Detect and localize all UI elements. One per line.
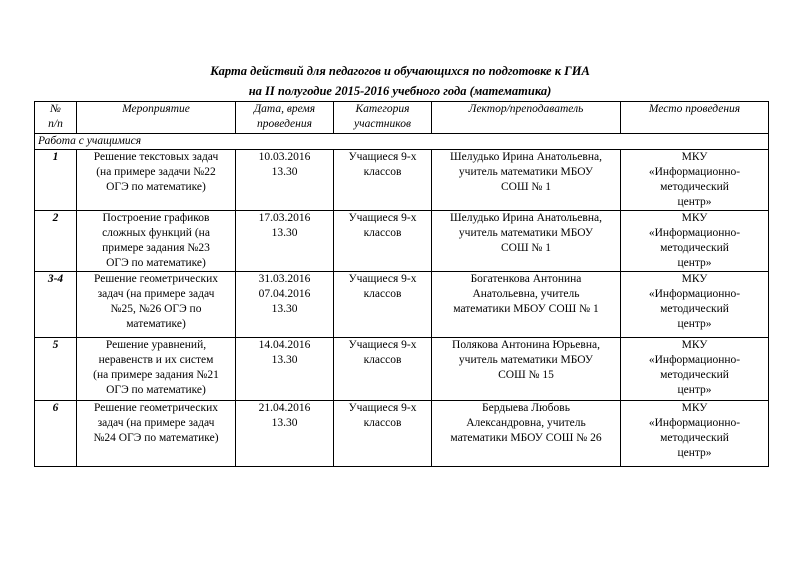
action-plan-table [34,101,769,467]
header-event: Мероприятие [77,102,236,134]
row-lecturer: Шелудько Ирина Анатольевна, учитель математики МБОУ СОШ № 1 [432,150,621,211]
row-lecturer: Полякова Антонина Юрьевна, учитель математики МБОУ СОШ № 15 [432,338,621,401]
row-event: Решение геометрических задач (на примере задач №24 ОГЭ по математике) [77,401,236,467]
header-place: Место проведения [621,102,769,134]
document-title: Карта действий для педагогов и обучающихся по подготовке к ГИА [210,64,590,78]
row-place: МКУ «Информационно- методический центр» [621,150,769,211]
section-row [35,134,769,150]
row-number: 6 [35,401,77,467]
table-row [35,338,769,401]
document-subtitle: на II полугодие 2015-2016 учебного года (математика) [248,84,552,98]
row-event: Построение графиков сложных функций (на примере задания №23 ОГЭ по математике) [77,211,236,272]
row-event: Решение текстовых задач (на примере задачи №22 ОГЭ по математике) [77,150,236,211]
table-row [35,211,769,272]
row-place: МКУ «Информационно- методический центр» [621,338,769,401]
row-place: МКУ «Информационно- методический центр» [621,211,769,272]
row-number: 2 [35,211,77,272]
row-date: 17.03.2016 13.30 [236,211,334,272]
table-row [35,272,769,338]
row-number: 5 [35,338,77,401]
row-number: 3-4 [35,272,77,338]
row-event: Решение уравнений, неравенств и их систем (на примере задания №21 ОГЭ по математике) [77,338,236,401]
row-category: Учащиеся 9-х классов [334,272,432,338]
row-lecturer: Шелудько Ирина Анатольевна, учитель математики МБОУ СОШ № 1 [432,211,621,272]
header-date: Дата, время проведения [236,102,334,134]
row-lecturer: Богатенкова Антонина Анатольевна, учитель математики МБОУ СОШ № 1 [432,272,621,338]
row-lecturer: Бердыева Любовь Александровна, учитель математики МБОУ СОШ № 26 [432,401,621,467]
row-event: Решение геометрических задач (на примере задач №25, №26 ОГЭ по математике) [77,272,236,338]
row-category: Учащиеся 9-х классов [334,211,432,272]
section-title: Работа с учащимися [35,134,769,150]
row-date: 31.03.2016 07.04.2016 13.30 [236,272,334,338]
row-date: 21.04.2016 13.30 [236,401,334,467]
table-row [35,401,769,467]
row-number: 1 [35,150,77,211]
row-category: Учащиеся 9-х классов [334,338,432,401]
header-lecturer: Лектор/преподаватель [432,102,621,134]
header-category: Категория участников [334,102,432,134]
table-header-row [35,102,769,134]
row-date: 10.03.2016 13.30 [236,150,334,211]
row-category: Учащиеся 9-х классов [334,401,432,467]
table-row [35,150,769,211]
row-date: 14.04.2016 13.30 [236,338,334,401]
header-number: № п/п [35,102,77,134]
row-place: МКУ «Информационно- методический центр» [621,401,769,467]
row-category: Учащиеся 9-х классов [334,150,432,211]
row-place: МКУ «Информационно- методический центр» [621,272,769,338]
